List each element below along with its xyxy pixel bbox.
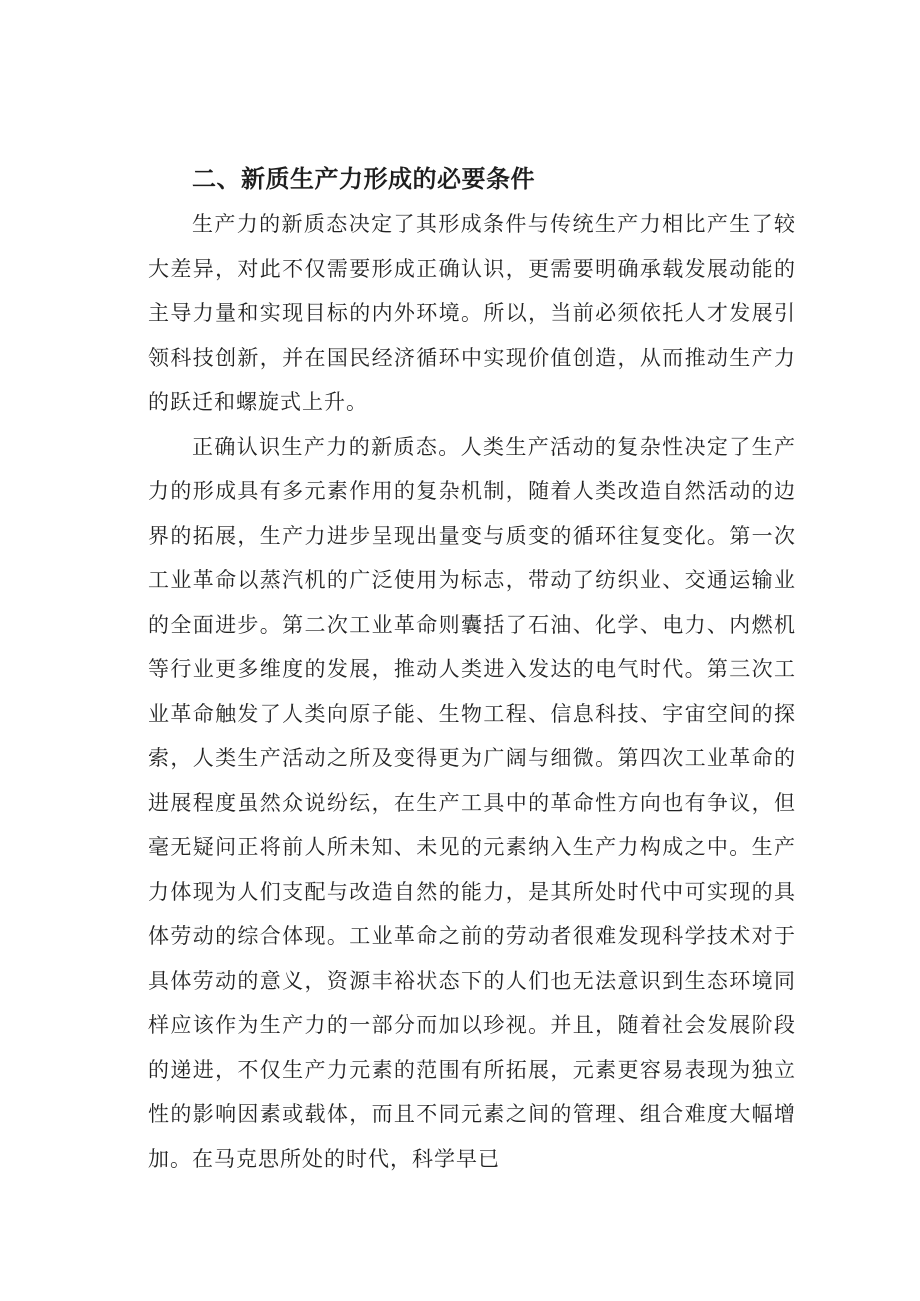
section-heading: 二、新质生产力形成的必要条件 bbox=[192, 165, 535, 193]
paragraph-intro: 生产力的新质态决定了其形成条件与传统生产力相比产生了较大差异，对此不仅需要形成正确认识，更需要明确承载发展动能的主导力量和实现目标的内外环境。所以，当前必须依托人才发展引领科技创新，并在国民经济循环中实现价值创造，从而推动生产力的跃迁和螺旋式上升。 bbox=[148, 212, 796, 414]
document-body bbox=[148, 156, 796, 1181]
paragraph-new-quality: 正确认识生产力的新质态。人类生产活动的复杂性决定了生产力的形成具有多元素作用的复杂机制，随着人类改造自然活动的边界的拓展，生产力进步呈现出量变与质变的循环往复变化。第一次工业革命以蒸汽机的广泛使用为标志，带动了纺织业、交通运输业的全面进步。第二次工业革命则囊括了石油、化学、电力、内燃机等行业更多维度的发展，推动人类进入发达的电气时代。第三次工业革命触发了人类向原子能、生物工程、信息科技、宇宙空间的探索，人类生产活动之所及变得更为广阔与细微。第四次工业革命的进展程度虽然众说纷纭，在生产工具中的革命性方向也有争议，但毫无疑问正将前人所未知、未见的元素纳入生产力构成之中。生产力体现为人们支配与改造自然的能力，是其所处时代中可实现的具体劳动的综合体现。工业革命之前的劳动者很难发现科学技术对于具体劳动的意义，资源丰裕状态下的人们也无法意识到生态环境同样应该作为生产力的一部分而加以珍视。并且，随着社会发展阶段的递进，不仅生产力元素的范围有所拓展，元素更容易表现为独立性的影响因素或载体，而且不同元素之间的管理、组合难度大幅增加。在马克思所处的时代，科学早已 bbox=[148, 434, 796, 1171]
